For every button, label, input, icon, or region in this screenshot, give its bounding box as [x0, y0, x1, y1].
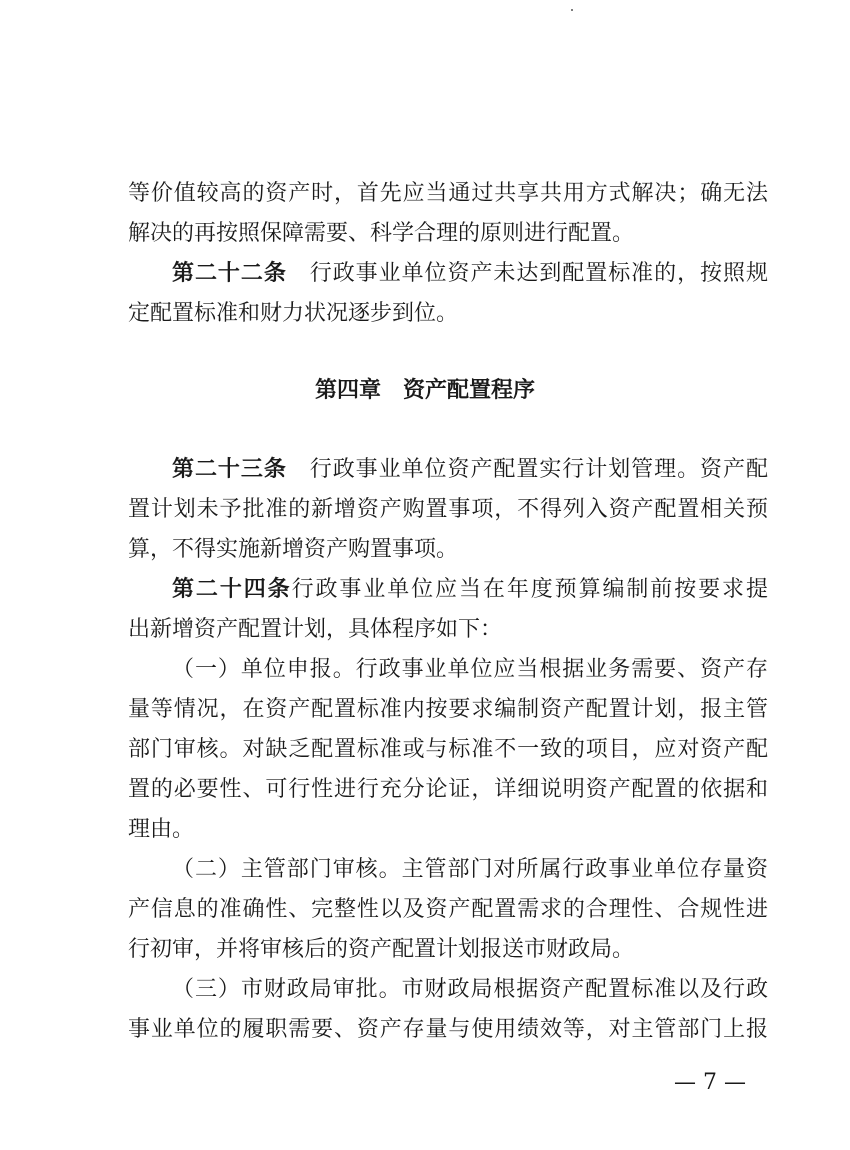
article-23-line: 第二十三条 行政事业单位资产配置实行计划管理。资产配: [172, 457, 768, 482]
paragraph-line: 定配置标准和财力状况逐步到位。: [128, 301, 459, 326]
paragraph-line: 事业单位的履职需要、资产存量与使用绩效等，对主管部门上报: [128, 1017, 768, 1042]
paragraph-line: 理由。: [128, 817, 195, 842]
article-22-line: 第二十二条 行政事业单位资产未达到配置标准的，按照规: [172, 261, 768, 286]
paragraph-line: 出新增资产配置计划，具体程序如下：: [128, 617, 503, 642]
item-2-line: （二）主管部门审核。主管部门对所属行政事业单位存量资: [172, 857, 768, 882]
paragraph-line: 量等情况，在资产配置标准内按要求编制资产配置计划，报主管: [128, 697, 768, 722]
paragraph-line: 解决的再按照保障需要、科学合理的原则进行配置。: [128, 221, 635, 246]
paragraph-line: 产信息的准确性、完整性以及资产配置需求的合理性、合规性进: [128, 897, 768, 922]
article-label: 第二十四条: [172, 577, 292, 602]
paragraph-line: 部门审核。对缺乏配置标准或与标准不一致的项目，应对资产配: [128, 737, 768, 762]
article-24-line: 第二十四条行政事业单位应当在年度预算编制前按要求提: [172, 577, 768, 602]
paragraph-line: 置的必要性、可行性进行充分论证，详细说明资产配置的依据和: [128, 777, 768, 802]
item-3-line: （三）市财政局审批。市财政局根据资产配置标准以及行政: [172, 977, 768, 1002]
page-number: — 7 —: [674, 1070, 746, 1095]
paragraph-line: 等价值较高的资产时，首先应当通过共享共用方式解决；确无法: [128, 181, 768, 206]
chapter-heading: 第四章 资产配置程序: [314, 378, 535, 403]
paragraph-line: 置计划未予批准的新增资产购置事项，不得列入资产配置相关预: [128, 497, 768, 522]
scan-speck: [571, 9, 573, 11]
paragraph-line: 算，不得实施新增资产购置事项。: [128, 537, 459, 562]
paragraph-line: 行初审，并将审核后的资产配置计划报送市财政局。: [128, 937, 635, 962]
item-1-line: （一）单位申报。行政事业单位应当根据业务需要、资产存: [172, 657, 768, 682]
article-label: 第二十二条: [172, 261, 287, 286]
article-label: 第二十三条: [172, 457, 287, 482]
